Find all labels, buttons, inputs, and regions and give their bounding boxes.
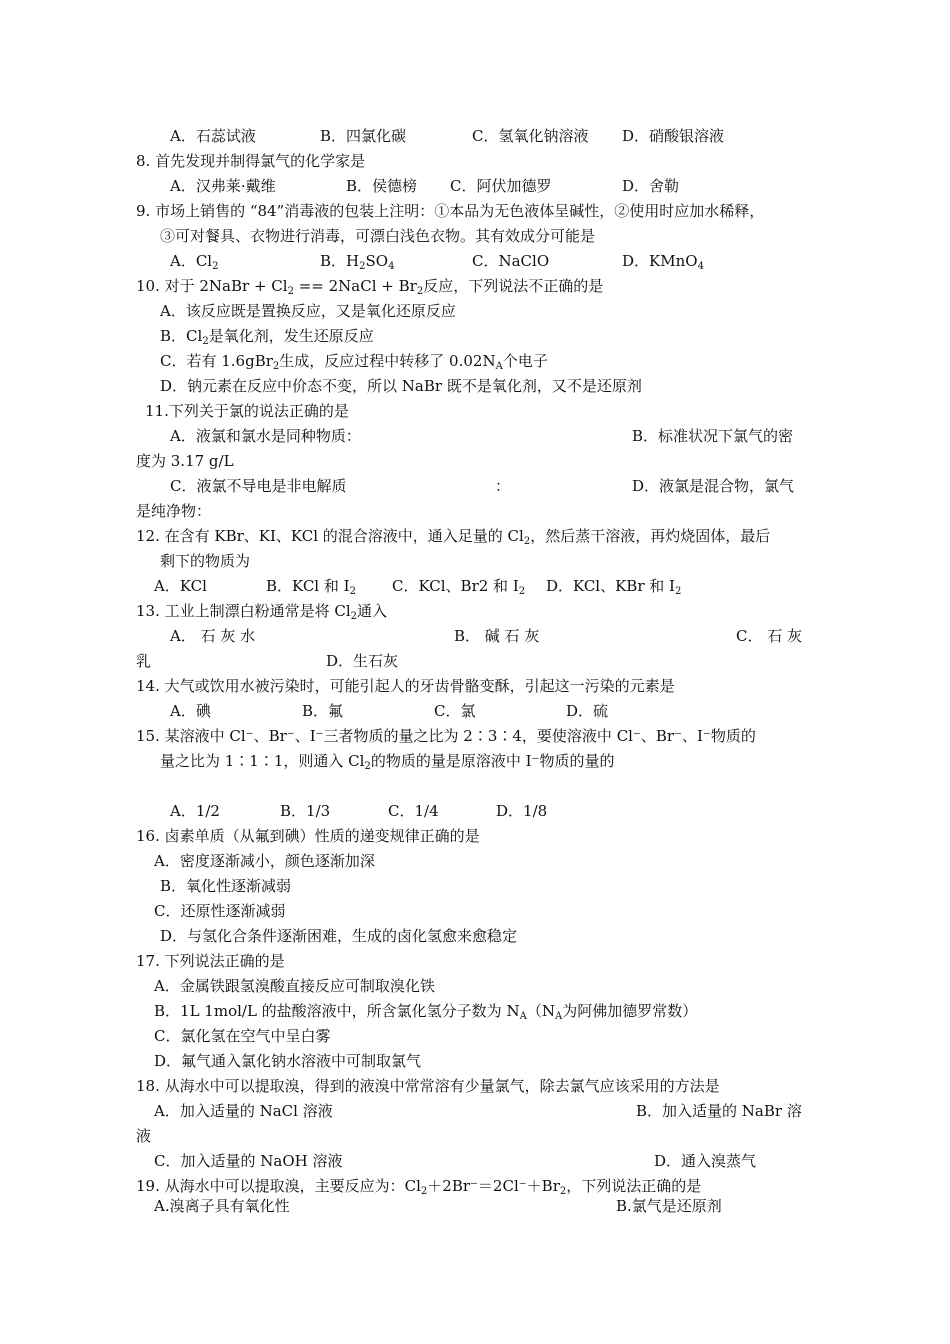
q11-stray-colon: ： [495,477,511,495]
q10-option-b: B．$Cl_2$是氧化剂，发生还原反应 [160,327,374,347]
q15-option-d: D．1/8 [496,802,548,820]
q13-option-a: A． 石 灰 水 [170,627,256,645]
q8-stem: 8. 首先发现并制得氯气的化学家是 [136,152,366,170]
q17-stem: 17. 下列说法正确的是 [136,952,285,970]
q11-option-b: B．标准状况下氯气的密 [632,427,794,445]
q11-option-c: C．液氯不导电是非电解质 [170,477,347,495]
q19-stem: 19. 从海水中可以提取溴，主要反应为：$Cl_2+2Br^-=2Cl^-+Br_2$，下列说法正确的是 [136,1177,702,1197]
q16-option-a: A．密度逐渐减小，颜色逐渐加深 [154,852,375,870]
q18-option-b-continued: 液 [136,1127,152,1145]
q9-stem-line1: 9. 市场上销售的 “84”消毒液的包装上注明：①本品为无色液体呈碱性，②使用时应加水稀释， [136,202,765,220]
q9-option-d: D．KMnO$_4$ [622,252,704,272]
q11-option-d-continued: 是纯净物： [136,502,212,520]
q12-option-d: D．KCl、KBr 和 $I_2$ [546,577,682,597]
q18-stem: 18. 从海水中可以提取溴，得到的液溴中常常溶有少量氯气，除去氯气应该采用的方法是 [136,1077,720,1095]
q14-option-c: C．氯 [434,702,476,720]
q7-option-a: A．石蕊试液 [170,127,256,145]
q10-option-c: C．若有 1.6gBr$_2$生成，反应过程中转移了 $0.02N_A$个电子 [160,352,548,372]
q18-option-d: D．通入溴蒸气 [654,1152,757,1170]
q9-option-c: C．NaClO [472,252,550,270]
q16-option-d: D．与氢化合条件逐渐困难，生成的卤化氢愈来愈稳定 [160,927,518,945]
q12-option-b: B．KCl 和 $I_2$ [266,577,356,597]
q8-option-a: A．汉弗莱·戴维 [170,177,276,195]
q11-option-a: A．液氯和氯水是同种物质： [170,427,361,445]
q11-stem: 11.下列关于氯的说法正确的是 [145,402,349,420]
q10-option-a: A．该反应既是置换反应，又是氧化还原反应 [160,302,456,320]
q15-stem-line2: 量之比为 1∶1∶1，则通入 $Cl_2$的物质的量是原溶液中 I⁻物质的量的 [160,752,615,772]
q12-option-a: A．KCl [154,577,207,595]
q8-option-d: D．舍勒 [622,177,680,195]
q9-option-a: A．$Cl_2$ [170,252,219,272]
q19-option-b: B.氯气是还原剂 [616,1197,722,1215]
q11-option-d: D．液氯是混合物，氯气 [632,477,795,495]
q10-stem: 10. 对于 2NaBr + $Cl_2$ == 2NaCl + $Br_2$反应，下列说法不正确的是 [136,277,604,297]
q14-option-a: A．碘 [170,702,211,720]
q15-option-b: B．1/3 [280,802,331,820]
q7-option-d: D．硝酸银溶液 [622,127,725,145]
q16-option-b: B．氧化性逐渐减弱 [160,877,292,895]
q8-option-b: B．侯德榜 [346,177,418,195]
q19-option-a: A.溴离子具有氧化性 [154,1197,290,1215]
q15-option-c: C．1/4 [388,802,439,820]
q12-option-c: C．KCl、Br2 和 $I_2$ [392,577,526,597]
q8-option-c: C．阿伏加德罗 [450,177,552,195]
q9-stem-line2: ③可对餐具、衣物进行消毒，可漂白浅色衣物。其有效成分可能是 [160,227,596,245]
q12-stem: 12. 在含有 KBr、KI、KCl 的混合溶液中，通入足量的 $Cl_2$，然后蒸干溶液，再灼烧固体，最后 [136,527,771,547]
q13-option-b: B． 碱 石 灰 [454,627,540,645]
q18-option-a: A．加入适量的 NaCl 溶液 [154,1102,333,1120]
q18-option-c: C．加入适量的 NaOH 溶液 [154,1152,343,1170]
q15-option-a: A．1/2 [170,802,220,820]
q11-option-b-continued: 度为 3.17 g/L [136,452,234,470]
q17-option-d: D．氟气通入氯化钠水溶液中可制取氯气 [154,1052,422,1070]
q17-option-a: A．金属铁跟氢溴酸直接反应可制取溴化铁 [154,977,435,995]
q18-option-b: B．加入适量的 NaBr 溶 [636,1102,802,1120]
q13-option-c-continued: 乳 [136,652,152,670]
q9-option-b: B．$H_2SO_4$ [320,252,395,272]
q14-stem: 14. 大气或饮用水被污染时，可能引起人的牙齿骨骼变酥，引起这一污染的元素是 [136,677,675,695]
q7-option-c: C．氢氧化钠溶液 [472,127,589,145]
q12-stem-line2: 剩下的物质为 [160,552,251,570]
q10-option-d: D．钠元素在反应中价态不变，所以 NaBr 既不是氧化剂，又不是还原剂 [160,377,642,395]
q17-option-b: B．1L 1mol/L 的盐酸溶液中，所含氯化氢分子数为 $N_A(N_A$为阿佛加德罗常数） [154,1002,698,1022]
q13-option-d: D．生石灰 [326,652,399,670]
q7-option-b: B．四氯化碳 [320,127,407,145]
q16-option-c: C．还原性逐渐减弱 [154,902,286,920]
q15-stem-line1: 15. 某溶液中 Cl⁻、Br⁻、I⁻三者物质的量之比为 2∶3∶4，要使溶液中 Cl⁻、Br⁻、I⁻物质的 [136,727,756,745]
q17-option-c: C．氯化氢在空气中呈白雾 [154,1027,331,1045]
q13-stem: 13. 工业上制漂白粉通常是将 $Cl_2$通入 [136,602,388,622]
q13-option-c: C． 石 灰 [736,627,803,645]
q16-stem: 16. 卤素单质（从氟到碘）性质的递变规律正确的是 [136,827,480,845]
q14-option-b: B．氟 [302,702,344,720]
q14-option-d: D．硫 [566,702,609,720]
